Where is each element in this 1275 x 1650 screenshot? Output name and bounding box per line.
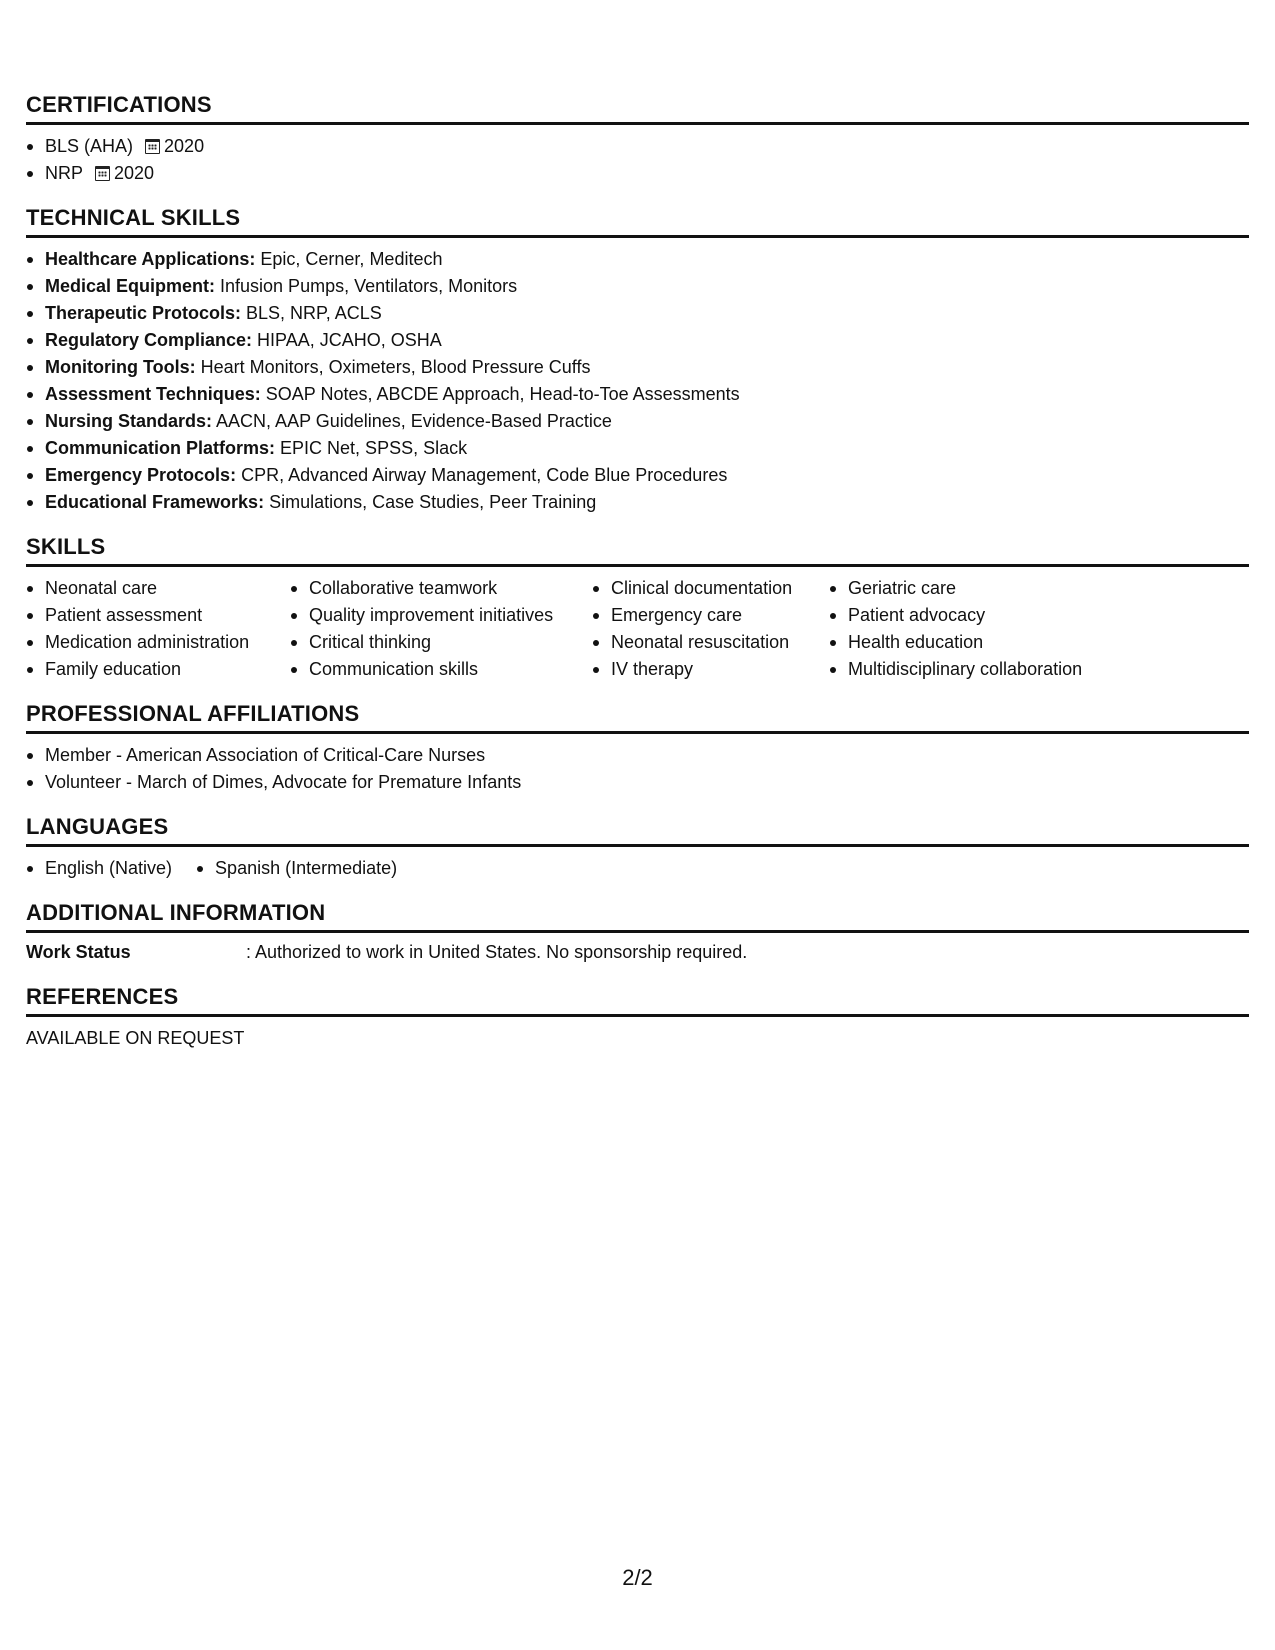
technical-skill-item (26, 300, 1249, 327)
technical-skill-item (26, 354, 1249, 381)
resume-page (26, 92, 1249, 1070)
skill-item: Communication skills (290, 656, 592, 683)
certification-item (26, 160, 1249, 187)
technical-skill-item (26, 408, 1249, 435)
languages-row (26, 855, 1249, 882)
skill-values: Simulations, Case Studies, Peer Training (264, 492, 597, 512)
skill-item: IV therapy (592, 656, 829, 683)
skill-values: Heart Monitors, Oximeters, Blood Pressure Cuffs (195, 357, 591, 377)
technical-skills-section (26, 205, 1249, 516)
calendar-icon (95, 166, 110, 181)
skills-column (290, 575, 592, 683)
skill-item: Quality improvement initiatives (290, 602, 592, 629)
technical-skill-item (26, 435, 1249, 462)
certification-name: NRP (45, 163, 84, 183)
skill-item: Health education (829, 629, 1129, 656)
skill-category: Therapeutic Protocols: (45, 303, 242, 323)
skill-category: Emergency Protocols: (45, 465, 237, 485)
skill-item: Emergency care (592, 602, 829, 629)
skills-column (829, 575, 1129, 683)
skill-values: CPR, Advanced Airway Management, Code Blue Procedures (236, 465, 728, 485)
page-number: 2/2 (622, 1565, 653, 1590)
skill-item: Geriatric care (829, 575, 1129, 602)
languages-list (26, 855, 172, 882)
affiliation-item: Member - American Association of Critical-Care Nurses (26, 742, 1249, 769)
calendar-icon (145, 139, 160, 154)
skill-item: Medication administration (26, 629, 290, 656)
work-status-label: Work Status (26, 942, 131, 962)
languages-title: LANGUAGES (26, 814, 1249, 847)
skill-item: Clinical documentation (592, 575, 829, 602)
skill-values: HIPAA, JCAHO, OSHA (252, 330, 442, 350)
skills-grid (26, 575, 1249, 683)
affiliations-section (26, 701, 1249, 796)
language-item: English (Native) (26, 855, 172, 882)
skill-category: Regulatory Compliance: (45, 330, 253, 350)
skills-column (592, 575, 829, 683)
certifications-list (26, 133, 1249, 187)
certifications-section (26, 92, 1249, 187)
skill-category: Nursing Standards: (45, 411, 213, 431)
languages-list (196, 855, 397, 882)
skill-values: Infusion Pumps, Ventilators, Monitors (215, 276, 518, 296)
references-title: REFERENCES (26, 984, 1249, 1017)
technical-skill-item (26, 489, 1249, 516)
certification-item (26, 133, 1249, 160)
skill-item: Patient assessment (26, 602, 290, 629)
skills-section (26, 534, 1249, 683)
skill-category: Educational Frameworks: (45, 492, 265, 512)
skill-category: Communication Platforms: (45, 438, 276, 458)
technical-skills-title: TECHNICAL SKILLS (26, 205, 1249, 238)
references-section (26, 984, 1249, 1052)
languages-section (26, 814, 1249, 882)
affiliations-title: PROFESSIONAL AFFILIATIONS (26, 701, 1249, 734)
references-text: AVAILABLE ON REQUEST (26, 1028, 245, 1048)
skill-item: Family education (26, 656, 290, 683)
skill-category: Monitoring Tools: (45, 357, 196, 377)
skill-item: Collaborative teamwork (290, 575, 592, 602)
additional-info-title: ADDITIONAL INFORMATION (26, 900, 1249, 933)
technical-skill-item (26, 246, 1249, 273)
additional-info-section (26, 900, 1249, 966)
skill-values: Epic, Cerner, Meditech (255, 249, 443, 269)
skill-values: BLS, NRP, ACLS (241, 303, 382, 323)
technical-skill-item (26, 327, 1249, 354)
technical-skill-item (26, 462, 1249, 489)
certification-name: BLS (AHA) (45, 136, 134, 156)
certification-year: 2020 (114, 163, 155, 183)
technical-skill-item (26, 273, 1249, 300)
affiliations-list (26, 742, 1249, 796)
skills-column (26, 575, 290, 683)
skill-values: AACN, AAP Guidelines, Evidence-Based Practice (212, 411, 612, 431)
skills-title: SKILLS (26, 534, 1249, 567)
skill-category: Medical Equipment: (45, 276, 216, 296)
affiliation-item: Volunteer - March of Dimes, Advocate for Premature Infants (26, 769, 1249, 796)
skill-item: Critical thinking (290, 629, 592, 656)
technical-skill-item (26, 381, 1249, 408)
skill-category: Healthcare Applications: (45, 249, 256, 269)
skill-item: Neonatal care (26, 575, 290, 602)
skill-values: SOAP Notes, ABCDE Approach, Head-to-Toe Assessments (260, 384, 740, 404)
certification-year: 2020 (164, 136, 205, 156)
work-status-row (26, 939, 1249, 966)
skill-item: Neonatal resuscitation (592, 629, 829, 656)
language-item: Spanish (Intermediate) (196, 855, 397, 882)
technical-skills-list (26, 246, 1249, 516)
skill-values: EPIC Net, SPSS, Slack (275, 438, 468, 458)
skill-category: Assessment Techniques: (45, 384, 261, 404)
work-status-value: : Authorized to work in United States. No sponsorship required. (246, 942, 748, 962)
skill-item: Multidisciplinary collaboration (829, 656, 1129, 683)
skill-item: Patient advocacy (829, 602, 1129, 629)
certifications-title: CERTIFICATIONS (26, 92, 1249, 125)
